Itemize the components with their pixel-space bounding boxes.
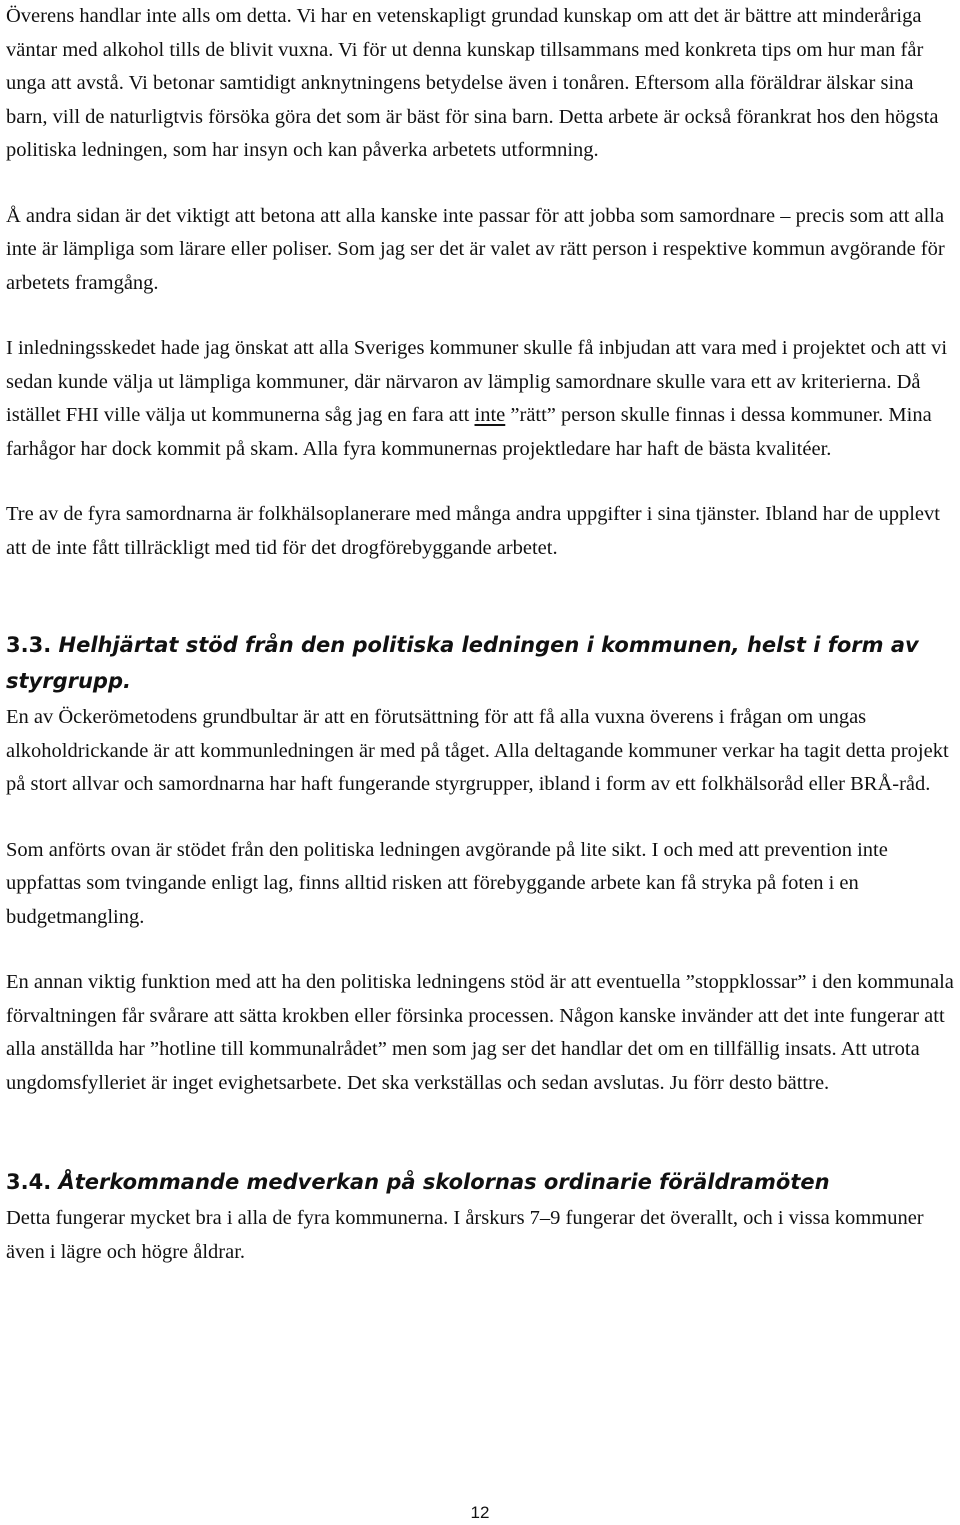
- body-paragraph: Överens handlar inte alls om detta. Vi har en vetenskapligt grundad kunskap om att det är bättre att minderåriga väntar med alkohol tills de blivit vuxna. Vi för ut denna kunskap tillsammans med konkreta tips om hur man får unga att avstå. Vi betonar samtidigt anknytningens betydelse även i tonåren. Eftersom alla föräldrar älskar sina barn, vill de naturligtvis försöka göra det som är bäst för sina barn. Detta arbete är också förankrat hos den högsta politiska ledningen, som har insyn och kan påverka arbetets utformning.: [6, 5, 939, 161]
- paragraph-text: ”rätt” person skulle finnas i dessa kommuner. Mina farhågor har dock kommit på skam. Alla fyra kommunernas projektledare har haft de bästa kvalitéer.: [6, 404, 932, 460]
- page-number: 12: [470, 1503, 490, 1522]
- paragraph-text: I inledningsskedet hade jag önskat att alla Sveriges kommuner skulle få inbjudan att vara med i projektet och att vi sedan kunde välja ut lämpliga kommuner, där närvaron av lämplig samordnare skulle vara ett av kriterierna. Då istället FHI ville välja ut kommunerna såg jag en fara att: [6, 337, 948, 426]
- body-paragraph: Detta fungerar mycket bra i alla de fyra kommunerna. I årskurs 7–9 fungerar det överallt, och i vissa kommuner även i lägre och högre åldrar.: [6, 1207, 924, 1263]
- section-number: 3.3.: [6, 633, 52, 657]
- section-heading: [6, 627, 956, 699]
- body-paragraph: Tre av de fyra samordnarna är folkhälsoplanerare med många andra uppgifter i sina tjänster. Ibland har de upplevt att de inte fått tillräckligt med tid för det drogförebyggande arbetet.: [6, 503, 940, 559]
- body-paragraph: En av Öckerömetodens grundbultar är att en förutsättning för att få alla vuxna överens i frågan om ungas alkoholdrickande är att kommunledningen är med på tåget. Alla deltagande kommuner verkar ha tagit detta projekt på stort allvar och samordnarna har haft fungerande styrgrupper, ibland i form av ett folkhälsoråd eller BRÅ-råd.: [6, 706, 949, 795]
- body-paragraph: Som anförts ovan är stödet från den politiska ledningen avgörande på lite sikt. I och med att prevention inte uppfattas som tvingande enligt lag, finns alltid risken att förebyggande arbete kan få stryka på foten i en budgetmangling.: [6, 838, 888, 928]
- section-heading: [6, 1164, 956, 1200]
- section-title: Återkommande medverkan på skolornas ordinarie föräldramöten: [58, 1170, 830, 1194]
- document-page: [6, 0, 956, 1269]
- body-paragraph: [6, 332, 956, 466]
- underlined-word: inte: [474, 404, 506, 426]
- body-paragraph: Å andra sidan är det viktigt att betona att alla kanske inte passar för att jobba som samordnare – precis som att alla inte är lämpliga som lärare eller poliser. Som jag ser det är valet av rätt person i respektive kommun avgörande för arbetets framgång.: [6, 204, 945, 294]
- body-paragraph: En annan viktig funktion med att ha den politiska ledningens stöd är att eventuella ”stoppklossar” i den kommunala förvaltningen får svårare att sätta krokben eller försinka processen. Någon kanske invänder att det inte fungerar att alla anställda har ”hotline till kommunalrådet” men som jag ser det handlar det om en tillfällig insats. Att utrota ungdomsfylleriet är inget evighetsarbete. Det ska verkställas och sedan avslutas. Ju förr desto bättre.: [6, 971, 954, 1094]
- section-title: Helhjärtat stöd från den politiska ledningen i kommunen, helst i form av styrgrupp.: [6, 633, 919, 693]
- section-number: 3.4.: [6, 1170, 52, 1194]
